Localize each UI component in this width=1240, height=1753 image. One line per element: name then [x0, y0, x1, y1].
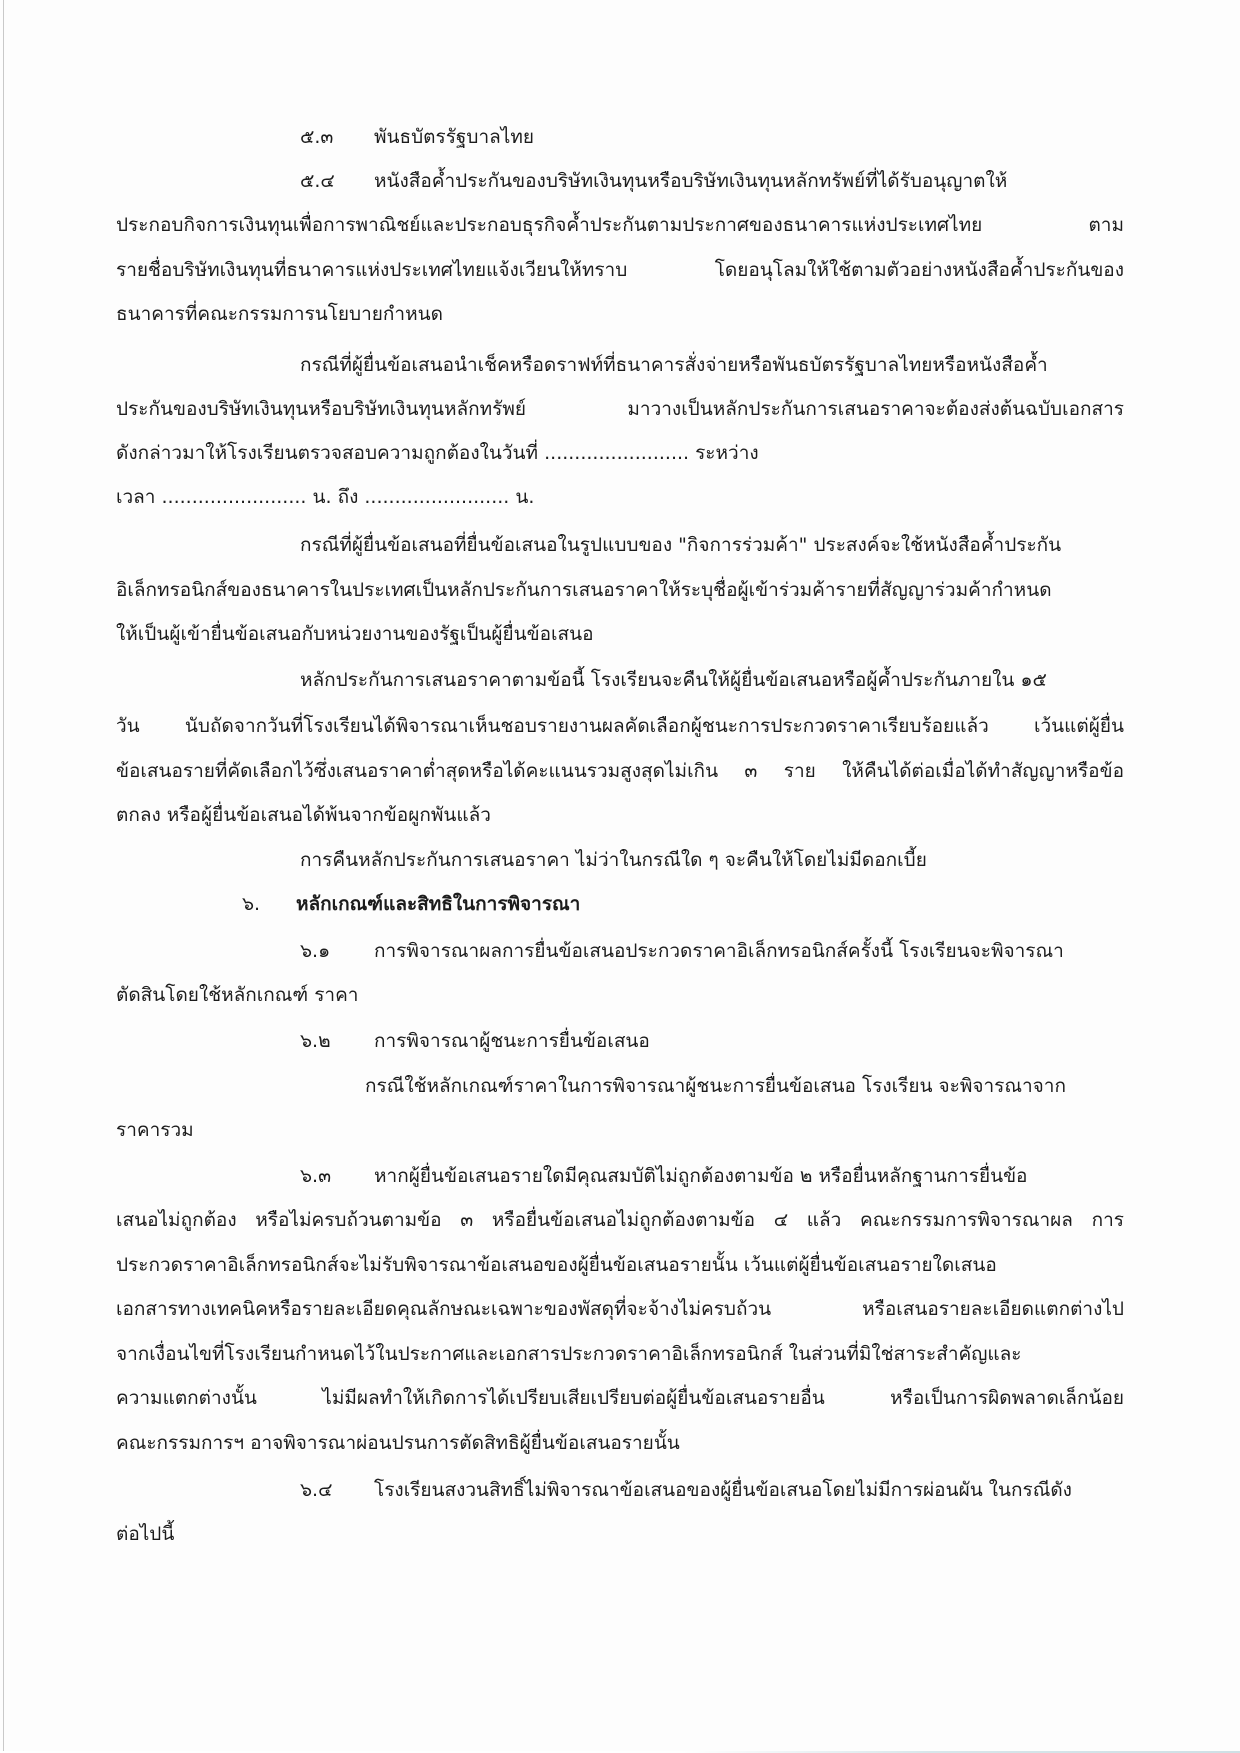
paragraph-text: หลักประกันการเสนอราคาตามข้อนี้ โรงเรียนจะคืนให้ผู้ยื่นข้อเสนอหรือผู้ค้ำประกันภายใน ๑๕ — [300, 669, 1047, 691]
section-6-heading — [242, 890, 580, 918]
clause-text: โรงเรียนสงวนสิทธิ์ไม่พิจารณาข้อเสนอของผู้ยื่นข้อเสนอโดยไม่มีการผ่อนผัน ในกรณีดัง — [374, 1479, 1072, 1501]
text-line — [116, 300, 443, 328]
paragraph-text: ตัดสินโดยใช้หลักเกณฑ์ ราคา — [116, 984, 359, 1006]
paragraph-text: ดังกล่าวมาให้โรงเรียนตรวจสอบความถูกต้องในวันที่ ........................ ระหว่าง — [116, 442, 759, 464]
paragraph-text: เสนอไม่ถูกต้อง หรือไม่ครบถ้วนตามข้อ ๓ หรือยื่นข้อเสนอไม่ถูกต้องตามข้อ ๔ แล้ว คณะกรรมการพิจารณาผล การ — [116, 1209, 1124, 1231]
text-line — [116, 712, 1124, 740]
paragraph-text: กรณีที่ผู้ยื่นข้อเสนอที่ยื่นข้อเสนอในรูปแบบของ "กิจการร่วมค้า" ประสงค์จะใช้หนังสือค้ำประกัน — [300, 534, 1062, 556]
text-line — [116, 1251, 997, 1279]
clause-number: ๕.๔ — [300, 170, 335, 192]
text-line — [116, 1116, 194, 1144]
text-line — [116, 1206, 1124, 1234]
paragraph-text: ตกลง หรือผู้ยื่นข้อเสนอได้พ้นจากข้อผูกพันแล้ว — [116, 804, 491, 826]
section-number: ๖. — [242, 893, 261, 915]
clause-text: การพิจารณาผู้ชนะการยื่นข้อเสนอ — [374, 1030, 650, 1052]
text-line — [300, 846, 927, 874]
paragraph-text: การคืนหลักประกันการเสนอราคา ไม่ว่าในกรณีใด ๆ จะคืนให้โดยไม่มีดอกเบี้ย — [300, 849, 927, 871]
text-line — [116, 801, 491, 829]
text-line — [116, 439, 759, 467]
paragraph-text: รายชื่อบริษัทเงินทุนที่ธนาคารแห่งประเทศไทยแจ้งเวียนให้ทราบ โดยอนุโลมให้ใช้ตามตัวอย่างหนังสือค้ำประกันของ — [116, 259, 1124, 281]
text-line — [300, 531, 1061, 559]
paragraph-text: กรณีใช้หลักเกณฑ์ราคาในการพิจารณาผู้ชนะการยื่นข้อเสนอ โรงเรียน จะพิจารณาจาก — [365, 1075, 1066, 1097]
text-line — [116, 211, 1124, 239]
paragraph-text: จากเงื่อนไขที่โรงเรียนกำหนดไว้ในประกาศและเอกสารประกวดราคาอิเล็กทรอนิกส์ ในส่วนที่มิใช่สาระสำคัญและ — [116, 1343, 1022, 1365]
clause-6-1 — [300, 937, 1064, 965]
text-line — [116, 1520, 174, 1548]
text-line — [116, 1295, 1124, 1323]
paragraph-text: ข้อเสนอรายที่คัดเลือกไว้ซึ่งเสนอราคาต่ำสุดหรือได้คะแนนรวมสูงสุดไม่เกิน ๓ ราย ให้คืนได้ต่อเมื่อได้ทำสัญญาหรือข้อ — [116, 760, 1124, 782]
paragraph-text: กรณีที่ผู้ยื่นข้อเสนอนำเช็คหรือดราฟท์ที่ธนาคารสั่งจ่ายหรือพันธบัตรรัฐบาลไทยหรือหนังสือค้ำ — [300, 354, 1048, 376]
paragraph-text: ประกวดราคาอิเล็กทรอนิกส์จะไม่รับพิจารณาข้อเสนอของผู้ยื่นข้อเสนอรายนั้น เว้นแต่ผู้ยื่นข้อเสนอรายใดเสนอ — [116, 1254, 997, 1276]
clause-6-3 — [300, 1162, 1027, 1190]
paragraph-text: ต่อไปนี้ — [116, 1523, 175, 1545]
paragraph-text: ประกอบกิจการเงินทุนเพื่อการพาณิชย์และประกอบธุรกิจค้ำประกันตามประกาศของธนาคารแห่งประเทศไทย ตาม — [116, 214, 1124, 236]
paragraph-text: คณะกรรมการฯ อาจพิจารณาผ่อนปรนการตัดสิทธิผู้ยื่นข้อเสนอรายนั้น — [116, 1432, 680, 1454]
text-line — [116, 483, 534, 511]
text-line — [116, 620, 594, 648]
clause-number: ๖.๑ — [300, 940, 331, 962]
section-title: หลักเกณฑ์และสิทธิในการพิจารณา — [296, 893, 581, 915]
page-edge — [3, 0, 4, 1753]
clause-number: ๖.๔ — [300, 1479, 333, 1501]
clause-text: การพิจารณาผลการยื่นข้อเสนอประกวดราคาอิเล็กทรอนิกส์ครั้งนี้ โรงเรียนจะพิจารณา — [374, 940, 1064, 962]
clause-5-4 — [300, 167, 1007, 195]
text-line — [365, 1072, 1066, 1100]
paragraph-text: วัน นับถัดจากวันที่โรงเรียนได้พิจารณาเห็นชอบรายงานผลคัดเลือกผู้ชนะการประกวดราคาเรียบร้อยแล้ว เว้นแต่ผู้ยื่น — [116, 715, 1124, 737]
text-line — [300, 666, 1047, 694]
paragraph-text: ให้เป็นผู้เข้ายื่นข้อเสนอกับหน่วยงานของรัฐเป็นผู้ยื่นข้อเสนอ — [116, 623, 594, 645]
clause-text: หากผู้ยื่นข้อเสนอรายใดมีคุณสมบัติไม่ถูกต้องตามข้อ ๒ หรือยื่นหลักฐานการยื่นข้อ — [374, 1165, 1028, 1187]
clause-5-3 — [300, 123, 534, 151]
text-line — [116, 395, 1124, 423]
paragraph-text: อิเล็กทรอนิกส์ของธนาคารในประเทศเป็นหลักประกันการเสนอราคาให้ระบุชื่อผู้เข้าร่วมค้ารายที่สัญญาร่วมค้ากำหนด — [116, 579, 1052, 601]
paragraph-text: เวลา ........................ น. ถึง ........................ น. — [116, 486, 535, 508]
text-line — [116, 757, 1124, 785]
text-line — [116, 1384, 1124, 1412]
paragraph-text: ราคารวม — [116, 1119, 194, 1141]
text-line — [116, 576, 1124, 604]
clause-text: หนังสือค้ำประกันของบริษัทเงินทุนหรือบริษัทเงินทุนหลักทรัพย์ที่ได้รับอนุญาตให้ — [374, 170, 1008, 192]
text-line — [116, 1429, 680, 1457]
paragraph-text: ธนาคารที่คณะกรรมการนโยบายกำหนด — [116, 303, 443, 325]
clause-text: พันธบัตรรัฐบาลไทย — [374, 126, 534, 148]
paragraph-text: เอกสารทางเทคนิคหรือรายละเอียดคุณลักษณะเฉพาะของพัสดุที่จะจ้างไม่ครบถ้วน หรือเสนอรายละเอียดแตกต่างไป — [116, 1298, 1124, 1320]
text-line — [116, 1340, 1021, 1368]
paragraph-text: ประกันของบริษัทเงินทุนหรือบริษัทเงินทุนหลักทรัพย์ มาวางเป็นหลักประกันการเสนอราคาจะต้องส่งต้นฉบับเอกสาร — [116, 398, 1124, 420]
clause-6-4 — [300, 1476, 1072, 1504]
clause-number: ๖.๒ — [300, 1030, 331, 1052]
text-line — [116, 256, 1124, 284]
paragraph-text: ความแตกต่างนั้น ไม่มีผลทำให้เกิดการได้เปรียบเสียเปรียบต่อผู้ยื่นข้อเสนอรายอื่น หรือเป็นการผิดพลาดเล็กน้อย — [116, 1387, 1124, 1409]
text-line — [300, 351, 1048, 379]
text-line — [116, 981, 358, 1009]
clause-number: ๕.๓ — [300, 126, 334, 148]
clause-6-2 — [300, 1027, 650, 1055]
clause-number: ๖.๓ — [300, 1165, 332, 1187]
